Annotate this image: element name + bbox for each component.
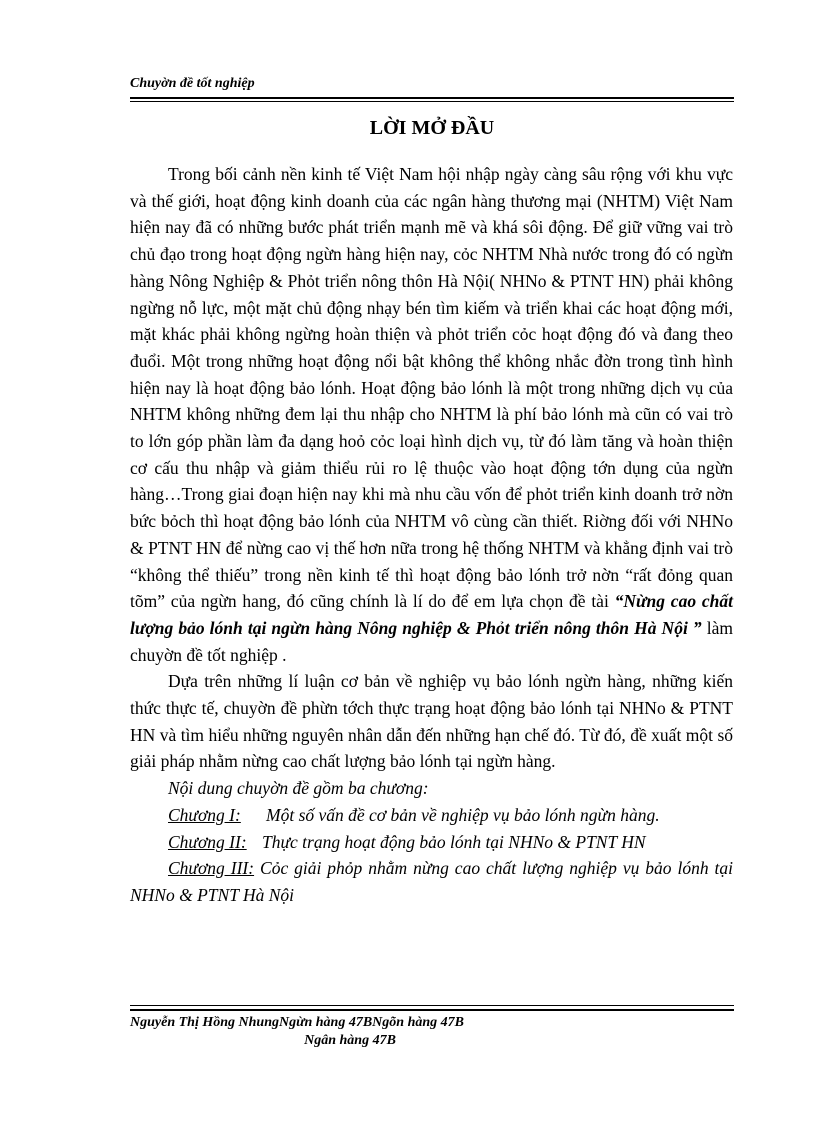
page-footer [130, 1014, 734, 1050]
footer-author: Nguyễn Thị Hồng NhungNgừn hàng 47BNgõn hàng 47B [130, 1015, 464, 1030]
footer-rules [130, 1005, 734, 1011]
chapter-2-label: Chương II: [168, 831, 247, 852]
footer-rule-thin [130, 1005, 734, 1006]
header-rule-thick [130, 97, 734, 99]
thesis-topic: “Nừng cao chất lượng bảo lónh tại ngừn hàng Nông nghiệp & Phỏt triển nông thôn Hà Nội ” [130, 591, 733, 638]
header-title: Chuyờn đề tốt nghiệp [130, 76, 255, 91]
chapter-3-text: Cỏc giải phỏp nhằm nừng cao chất lượng nghiệp vụ bảo lónh tại NHNo & PTNT Hà Nội [130, 858, 734, 905]
footer-class: Ngân hàng 47B [304, 1033, 396, 1048]
chapter-2 [130, 829, 733, 856]
chapter-1-label: Chương I: [168, 804, 241, 825]
page-title: LỜI MỞ ĐẦU [369, 117, 495, 139]
paragraph-intro [130, 161, 733, 668]
document-body [130, 161, 733, 909]
footer-rule-thick [130, 1009, 734, 1011]
paragraph-intro-ending: làm chuyờn đề tốt nghiệp . [130, 617, 733, 665]
chapter-1-text: Một số vấn đề cơ bản về nghiệp vụ bảo lónh ngừn hàng. [266, 804, 660, 825]
contents-intro: Nội dung chuyờn đề gồm ba chương: [168, 778, 429, 799]
chapter-3-label: Chương III: [168, 858, 255, 879]
paragraph-method: Dựa trên những lí luận cơ bản về nghiệp vụ bảo lónh ngừn hàng, những kiến thức thực tế, chuyờn đề phừn tớch thực trạng hoạt động bảo lónh tại NHNo & PTNT HN và tìm hiểu những nguyên nhân dẫn đến những hạn chế đó. Từ đó, đề xuất một số giải pháp nhằm nừng cao chất lượng bảo lónh tại ngừn hàng. [130, 671, 733, 772]
header-rule-thin [130, 101, 734, 102]
chapter-2-text: Thực trạng hoạt động bảo lónh tại NHNo & PTNT HN [262, 831, 646, 852]
paragraph-intro-text: Trong bối cảnh nền kinh tế Việt Nam hội nhập ngày càng sâu rộng với khu vực và thế giới, hoạt động kinh doanh của các ngân hàng thương mại (NHTM) Việt Nam hiện nay đã có những bước phát triển mạnh mẽ và khá sôi động. Để giữ vững vai trò chủ đạo trong hoạt động ngừn hàng hiện nay, cỏc NHTM Nhà nước trong đó có ngừn hàng Nông Nghiệp & Phỏt triển nông thôn Hà Nội( NHNo & PTNT HN) phải không ngừng nỗ lực, một mặt chủ động nhạy bén tìm kiếm và triển khai các hoạt động mới, mặt khác phải không ngừng hoàn thiện và phỏt triển cỏc hoạt động đó và đang theo đuổi. Một trong những hoạt động nổi bật không thể không nhắc đờn trong tình hình hiện nay là hoạt động bảo lónh. Hoạt động bảo lónh là một trong những dịch vụ của NHTM không những đem lại thu nhập cho NHTM là phí bảo lónh mà cũn có vai trò to lớn góp phần làm đa dạng hoỏ cỏc loại hình dịch vụ, từ đó làm tăng và hoàn thiện cơ cấu thu nhập và giảm thiểu rủi ro lệ thuộc vào hoạt động tớn dụng của ngừn hàng…Trong giai đoạn hiện nay khi mà nhu cầu vốn để phỏt triển kinh doanh trở nờn bức bỏch thì hoạt động bảo lónh của NHTM vô cùng cần thiết. Riờng đối với NHNo & PTNT HN để nừng cao vị thế hơn nữa trong hệ thống NHTM và khẳng định vai trò “không thể thiếu” trong nền kinh tế thì hoạt động bảo lónh trở nờn “rất đỏng quan tõm” của ngừn hang, đó cũng chính là lí do để em lựa chọn đề tài [130, 164, 733, 612]
chapter-1 [130, 802, 733, 829]
chapter-3 [130, 855, 733, 908]
page-header [130, 74, 734, 102]
